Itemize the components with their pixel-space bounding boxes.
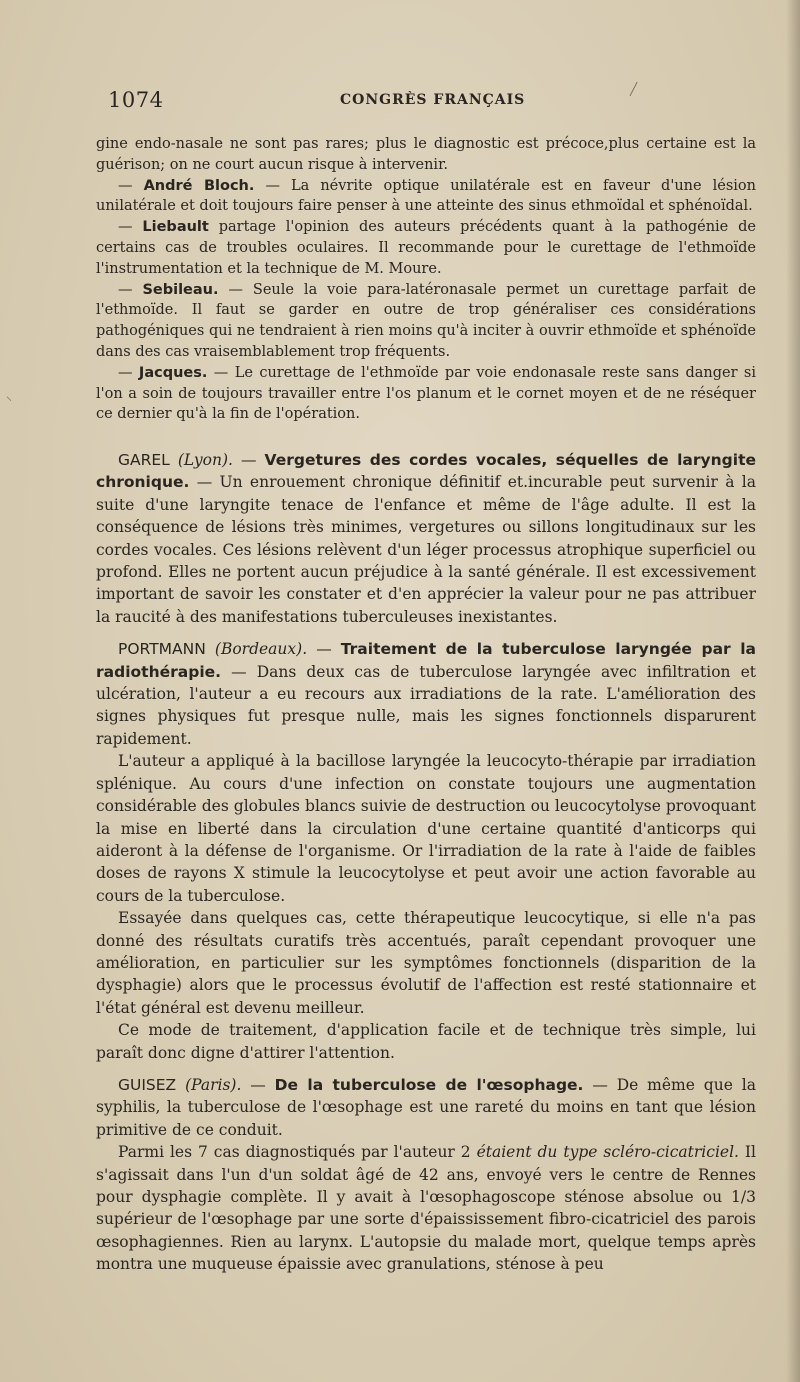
discussion-paragraph: — Sebileau. — Seule la voie para-latéronasale permet un curettage parfait de l'ethmoïde. Il faut se garder en outre de trop généraliser ces considérations pathogéniques qui ne tendraient à rien moins qu'à inciter à ouvrir ethmoïde et sphénoïde dans des cas vraisemblablement trop fréquents.: [96, 281, 756, 360]
article-body: Dans deux cas de tuberculose laryngée avec infiltration et ulcération, l'auteur a eu recours aux irradiations de la rate. L'amélioration des signes physiques fut presque nulle, mais les signes fonctionnels disparurent rapidement.: [96, 662, 757, 748]
page-number: 1074: [108, 88, 164, 112]
article-guisez: GUISEZ (Paris). — De la tuberculose de l'œsophage. — De même que la syphilis, la tuberculose de l'œsophage est une rareté du moins en tant que lésion primitive de ce conduit.: [96, 1075, 756, 1139]
article-author: GAREL: [118, 451, 170, 469]
article-author: GUISEZ: [118, 1075, 177, 1094]
article-city: (Paris).: [185, 1075, 242, 1094]
discussion-paragraph: — Liebault partage l'opinion des auteurs précédents quant à la pathogénie de certains cas de troubles oculaires. Il recommande pour le curettage de l'ethmoïde l'instrumentation et la technique de M. Moure.: [96, 219, 757, 277]
article-author: PORTMANN: [118, 640, 206, 659]
discussion-section: [96, 134, 756, 425]
article-paragraph: Parmi les 7 cas diagnostiqués par l'auteur 2 étaient du type scléro-cicatriciel. Il s'agissait dans l'un d'un soldat âgé de 42 ans, envoyé vers le centre de Rennes pour dysphagie complète. Il y avait à l'œsophagoscope sténose absolue ou 1/3 supérieur de l'œsophage par une sorte d'épaississement fibro-cicatriciel des parois œsophagiennes. Rien au larynx. L'autopsie du malade mort, quelque temps après montra une muqueuse épaissie avec granulations, sténose à peu: [96, 1143, 756, 1274]
article-body: Un enrouement chronique définitif et.incurable peut survenir à la suite d'une laryngite tenace de l'enfance et même de l'âge adulte. Il est la conséquence de lésions très minimes, vergetures ou sillons longitudinaux sur les cordes vocales. Ces lésions relèvent d'un léger processus atrophique superficiel ou profond. Elles ne portent aucun préjudice à la santé générale. Il est excessivement important de savoir les constater et d'en apprécier la valeur pour ne pas attribuer la raucité à des manifestations tuberculeuses inexistantes.: [96, 473, 756, 626]
page-header: [108, 88, 668, 118]
article-city: (Lyon).: [177, 451, 233, 469]
speaker-name: André Bloch.: [143, 177, 255, 194]
abstracts-section: [96, 449, 756, 1276]
italic-phrase: étaient du type scléro-cicatriciel.: [476, 1143, 739, 1162]
speaker-name: Sebileau.: [142, 281, 219, 298]
margin-mark: ╱: [630, 82, 638, 96]
page-edge-shadow: [786, 0, 800, 1382]
discussion-paragraph: — André Bloch. — La névrite optique unilatérale est en faveur d'une lésion unilatérale et doit toujours faire penser à une atteinte des sinus ethmoïdal et sphénoïdal.: [96, 177, 757, 215]
article-garel: GAREL (Lyon). — Vergetures des cordes vocales, séquelles de laryngite chronique. — Un enrouement chronique définitif et.incurable peut survenir à la suite d'une laryngite tenace de l'enfance et même de l'âge adulte. Il est la conséquence de lésions très minimes, vergetures ou sillons longitudinaux sur les cordes vocales. Ces lésions relèvent d'un léger processus atrophique superficiel ou profond. Elles ne portent aucun préjudice à la santé générale. Il est excessivement important de savoir les constater et d'en apprécier la valeur pour ne pas attribuer la raucité à des manifestations tuberculeuses inexistantes.: [96, 451, 756, 626]
article-portmann: PORTMANN (Bordeaux). — Traitement de la tuberculose laryngée par la radiothérapie. — Dans deux cas de tuberculose laryngée avec infiltration et ulcération, l'auteur a eu recours aux irradiations de la rate. L'amélioration des signes physiques fut presque nulle, mais les signes fonctionnels disparurent rapidement.: [96, 640, 757, 748]
article-paragraph: Essayée dans quelques cas, cette thérapeutique leucocytique, si elle n'a pas donné des résultats curatifs très accentués, paraît cependant provoquer une amélioration, en particulier sur les symptômes fonctionnels (disparition de la dysphagie) alors que le processus évolutif de l'affection est resté stationnaire et l'état général est devenu meilleur.: [96, 909, 756, 1017]
article-paragraph: Ce mode de traitement, d'application facile et de technique très simple, lui paraît donc digne d'attirer l'attention.: [96, 1021, 756, 1062]
speaker-name: Liebault: [142, 219, 209, 236]
article-paragraph: L'auteur a appliqué à la bacillose laryngée la leucocyto-thérapie par irradiation splénique. Au cours d'une infection on constate toujours une augmentation considérable des globules blancs suivie de destruction ou leucocytolyse provoquant la mise en liberté dans la circulation d'une certaine quantité d'anticorps qui aideront à la défense de l'organisme. Or l'irradiation de la rate à l'aide de faibles doses de rayons X stimule la leucocytolyse et peut avoir une action favorable au cours de la tuberculose.: [96, 752, 756, 905]
article-title: Traitement de la tuberculose laryngée par la radiothérapie.: [96, 640, 756, 681]
speaker-name: Jacques.: [138, 364, 208, 381]
article-city: (Bordeaux).: [214, 640, 308, 659]
article-body: De même que la syphilis, la tuberculose de l'œsophage est une rareté du moins en tant que lésion primitive de ce conduit.: [96, 1075, 756, 1139]
article-title: Vergetures des cordes vocales, séquelles de laryngite chronique.: [96, 451, 756, 492]
article-title: De la tuberculose de l'œsophage.: [274, 1075, 584, 1094]
margin-mark: ⸌: [6, 394, 13, 408]
running-title: CONGRÈS FRANÇAIS: [340, 92, 526, 108]
discussion-paragraph: — Jacques. — Le curettage de l'ethmoïde par voie endonasale reste sans danger si l'on a soin de toujours travailler entre l'os planum et le cornet moyen et de ne réséquer ce dernier qu'à la fin de l'opération.: [96, 364, 757, 423]
discussion-paragraph: gine endo-nasale ne sont pas rares; plus le diagnostic est précoce,plus certaine est la guérison; on ne court aucun risque à intervenir.: [96, 136, 756, 173]
